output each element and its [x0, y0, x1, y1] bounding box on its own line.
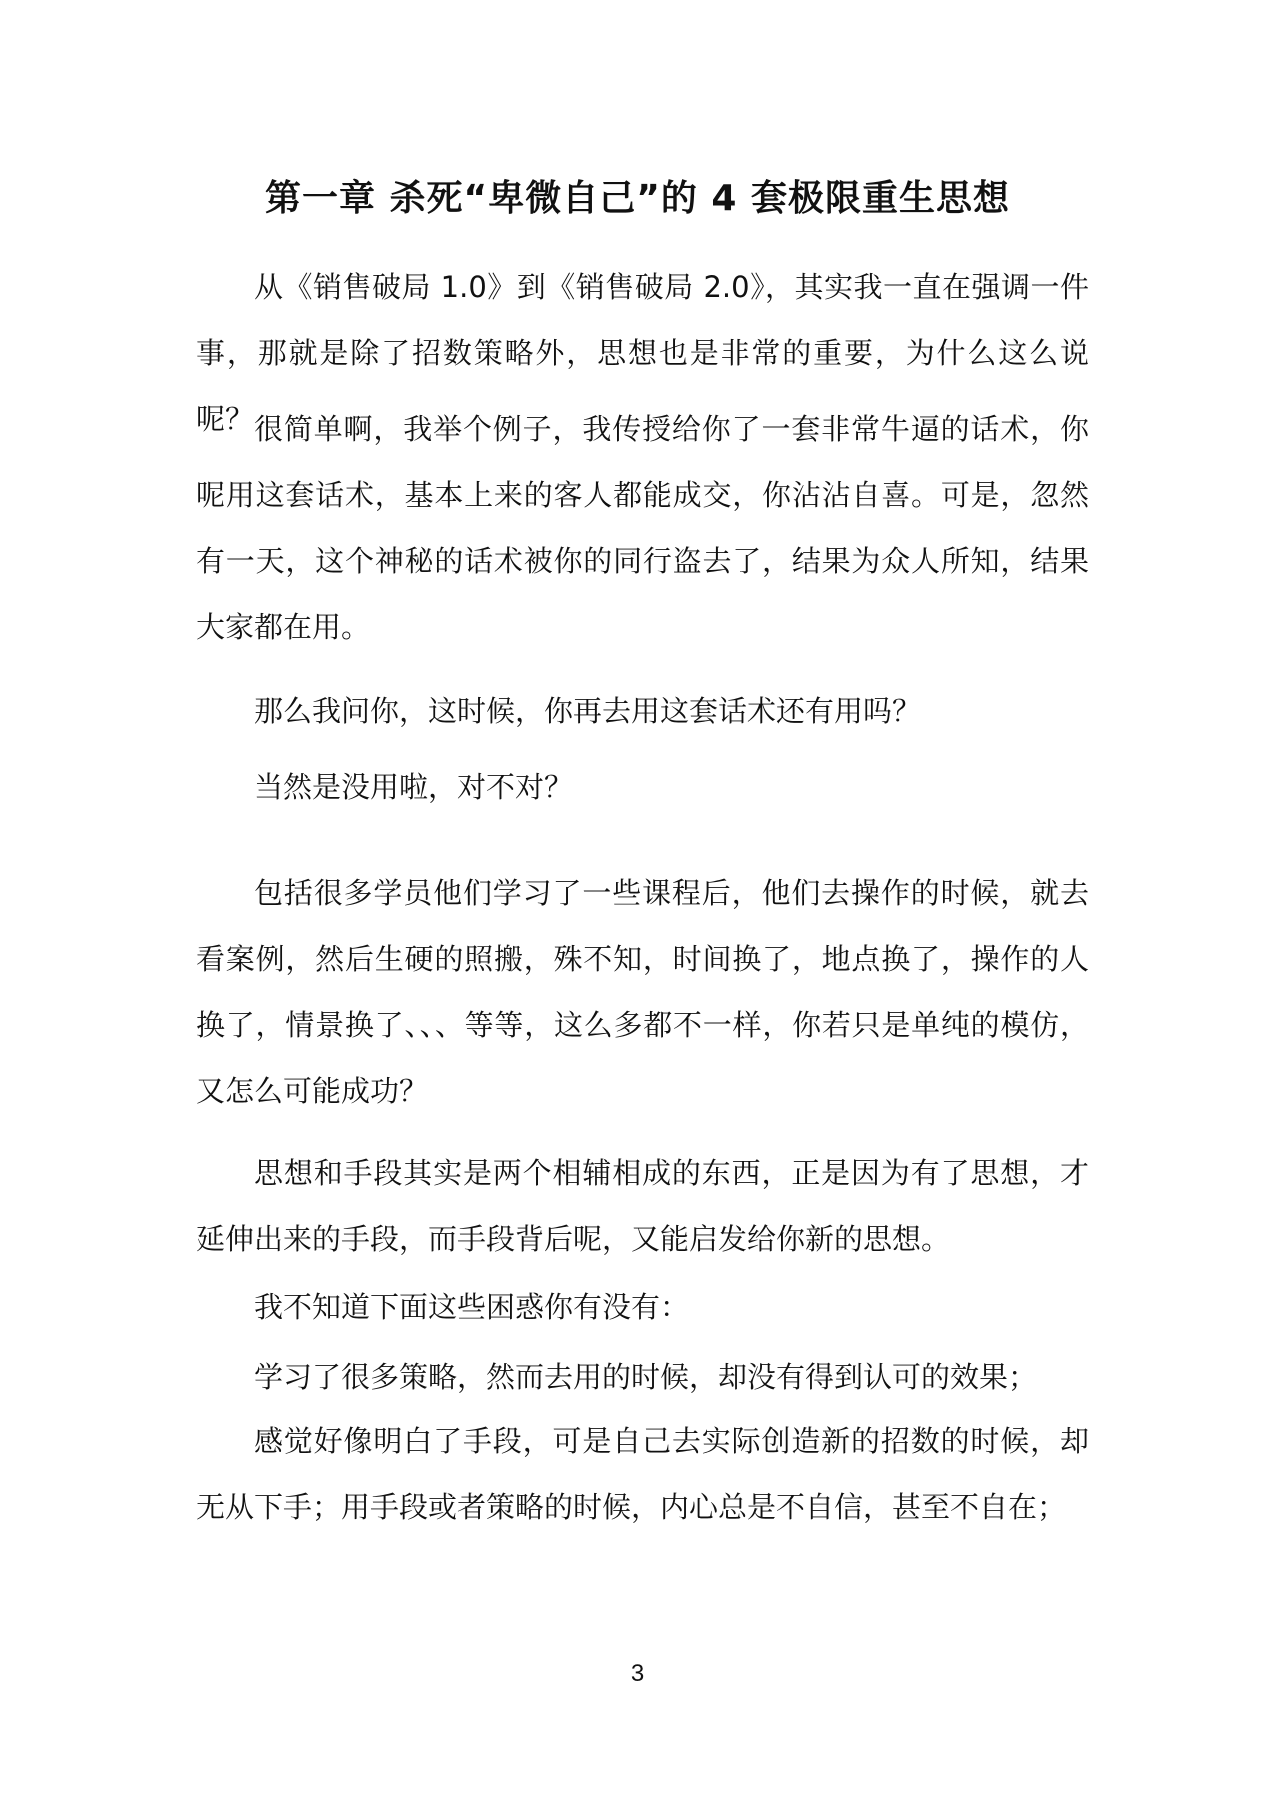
paragraph-1: 从《销售破局 1.0》到《销售破局 2.0》，其实我一直在强调一件事，那就是除了招数策略外，思想也是非常的重要，为什么这么说呢？	[196, 270, 1089, 436]
paragraph-8: 学习了很多策略，然而去用的时候，却没有得到认可的效果；	[254, 1360, 1038, 1394]
chapter-title: 第一章 杀死“卑微自己”的 4 套极限重生思想	[265, 178, 1010, 219]
paragraph-9: 感觉好像明白了手段，可是自己去实际创造新的招数的时候，却无从下手；用手段或者策略的时候，内心总是不自信，甚至不自在；	[196, 1424, 1089, 1524]
paragraph-5: 包括很多学员他们学习了一些课程后，他们去操作的时候，就去看案例，然后生硬的照搬，殊不知，时间换了，地点换了，操作的人换了，情景换了、、、等等，这么多都不一样，你若只是单纯的模仿，又怎么可能成功？	[196, 876, 1089, 1108]
paragraph-3: 那么我问你，这时候，你再去用这套话术还有用吗？	[254, 694, 922, 728]
paragraph-2: 很简单啊，我举个例子，我传授给你了一套非常牛逼的话术，你呢用这套话术，基本上来的客人都能成交，你沾沾自喜。可是，忽然有一天，这个神秘的话术被你的同行盗去了，结果为众人所知，结果大家都在用。	[196, 412, 1089, 644]
page-number: 3	[630, 1660, 645, 1687]
paragraph-6: 思想和手段其实是两个相辅相成的东西，正是因为有了思想，才延伸出来的手段，而手段背后呢，又能启发给你新的思想。	[196, 1156, 1089, 1256]
paragraph-4: 当然是没用啦，对不对？	[254, 770, 574, 804]
paragraph-7: 我不知道下面这些困惑你有没有：	[254, 1290, 690, 1324]
